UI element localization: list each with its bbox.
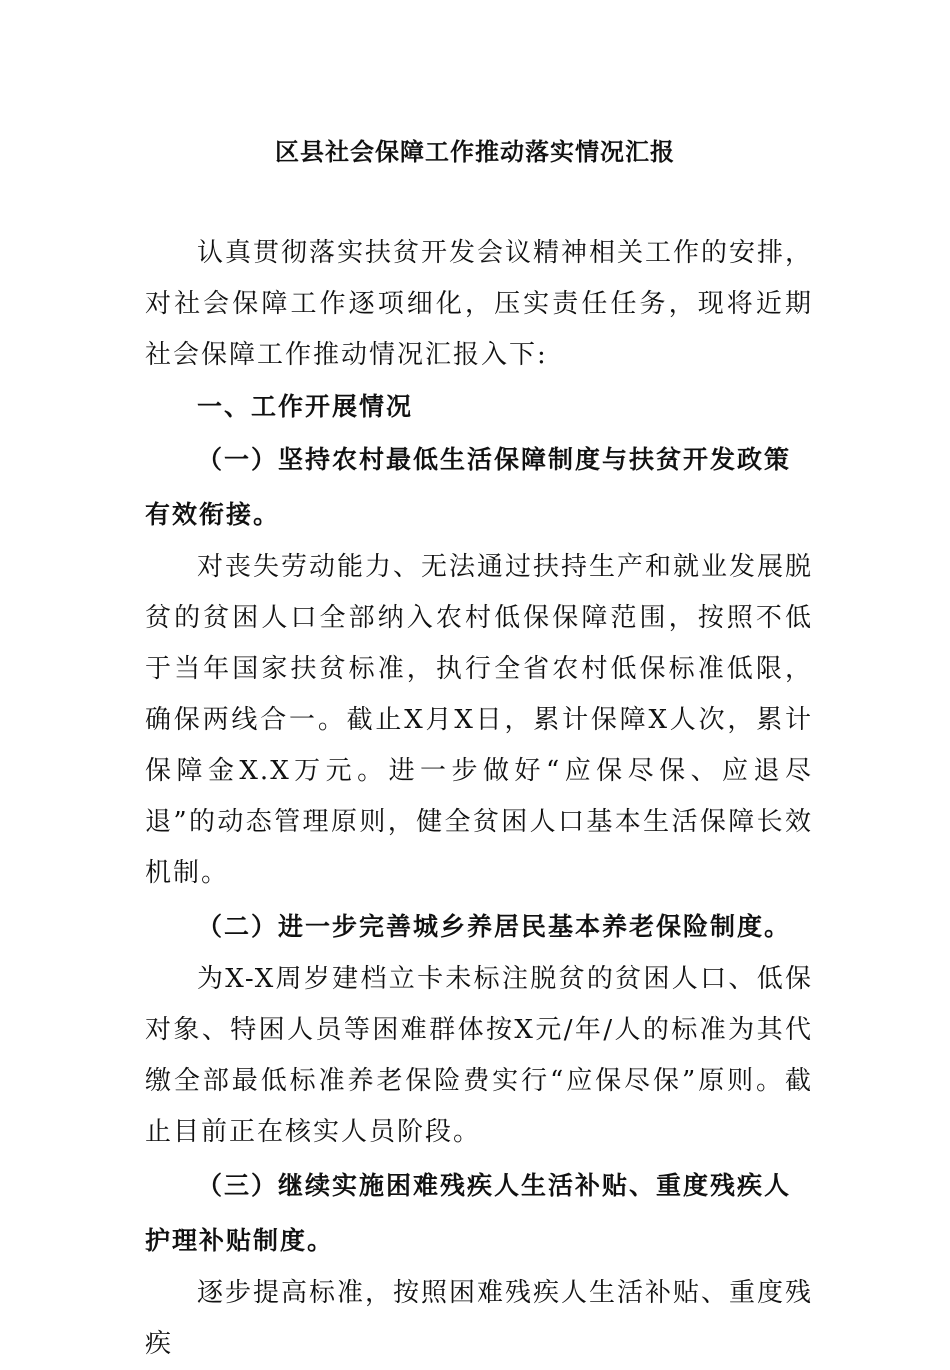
subsection-heading-3: （三）继续实施困难残疾人生活补贴、重度残疾人护理补贴制度。 — [145, 1171, 792, 1255]
subsection-paragraph-3: 逐步提高标准，按照困难残疾人生活补贴、重度残疾 — [145, 1278, 814, 1359]
section-heading-work-progress: 一、工作开展情况 — [197, 392, 414, 421]
intro-paragraph: 认真贯彻落实扶贫开发会议精神相关工作的安排，对社会保障工作逐项细化，压实责任任务，现将近期社会保障工作推动情况汇报入下: — [145, 238, 814, 370]
subsection-heading-2: （二）进一步完善城乡养居民基本养老保险制度。 — [197, 912, 792, 941]
subsection-paragraph-1: 对丧失劳动能力、无法通过扶持生产和就业发展脱贫的贫困人口全部纳入农村低保保障范围，按照不低于当年国家扶贫标准，执行全省农村低保标准低限，确保两线合一。截止X月X日，累计保障X人次，累计保障金X.X万元。进一步做好“应保尽保、应退尽退”的动态管理原则，健全贫困人口基本生活保障长效机制。 — [145, 552, 814, 888]
subsection-paragraph-2: 为X-X周岁建档立卡未标注脱贫的贫困人口、低保对象、特困人员等困难群体按X元/年/人的标准为其代缴全部最低标准养老保险费实行“应保尽保”原则。截止目前正在核实人员阶段。 — [145, 964, 813, 1147]
subsection-heading-1: （一）坚持农村最低生活保障制度与扶贫开发政策有效衔接。 — [145, 445, 792, 529]
document-title: 区县社会保障工作推动落实情况汇报 — [275, 138, 675, 166]
document-body — [145, 228, 813, 1370]
